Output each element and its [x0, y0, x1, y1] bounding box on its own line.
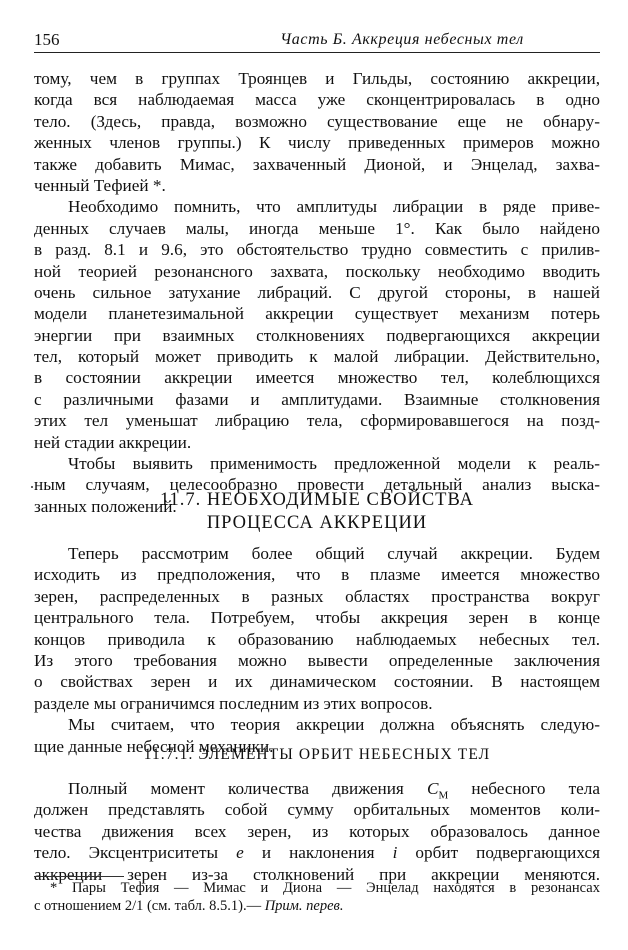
- text-line: исходить из предположения, что в плазме имеется множество: [34, 565, 600, 585]
- text-line: центрального тела. Потребуем, чтобы аккреция зерен в конце: [34, 608, 600, 628]
- text-line: щие данные небесной механики.: [34, 736, 274, 756]
- text-fragment: орбит подвергающихся: [397, 843, 600, 863]
- text-line: Мы считаем, что теория аккреции должна объяснять следую-: [68, 715, 600, 735]
- section-heading-line: ПРОЦЕССА АККРЕЦИИ: [206, 513, 428, 533]
- page-number: 156: [34, 30, 60, 49]
- page-header: [34, 28, 600, 53]
- text-line: [34, 842, 600, 863]
- text-line: в разд. 8.1 и 9.6, это обстоятельство трудно совместить с прилив-: [34, 240, 600, 260]
- text-line: тому, чем в группах Троянцев и Гильды, состоянию аккреции,: [34, 69, 600, 88]
- paragraph-orbit-elements: [34, 778, 600, 885]
- text-line: энергии при взаимных столкновениях подвергающихся аккреции: [34, 325, 600, 345]
- text-line: модели планетезимальной аккреции существует механизм потерь: [34, 304, 600, 324]
- text-line: тел, который может приводить к малой либрации. Действительно,: [34, 347, 600, 367]
- text-line: занных положений.: [34, 496, 177, 516]
- translator-note: Прим. перев.: [264, 898, 344, 914]
- text-line: чества движения всех зерен, из которых образовалось данное: [34, 821, 600, 841]
- math-symbol: C: [427, 779, 439, 798]
- paragraph-libration: [34, 196, 600, 453]
- section-heading-line: 11.7. НЕОБХОДИМЫЕ СВОЙСТВА: [159, 490, 475, 510]
- text-line: этих тел уменьшат либрацию тела, сформировавшегося на позд-: [34, 411, 600, 431]
- text-line: Теперь рассмотрим более общий случай аккреции. Будем: [68, 544, 600, 563]
- text-fragment: и наклонения: [243, 843, 393, 863]
- text-line: ченный Тефией *.: [34, 175, 166, 195]
- footnote-line: * Пары Тефия — Мимас и Диона — Энцелад находятся в резонансах: [50, 880, 600, 896]
- paragraph-intro: [34, 68, 600, 196]
- text-line: с различными фазами и амплитудами. Взаимные столкновения: [34, 389, 600, 409]
- text-line: ным случаям, целесообразно провести детальный анализ выска-: [34, 475, 600, 495]
- text-line: Необходимо помнить, что амплитуды либрации в ряде приве-: [68, 197, 600, 217]
- text-fragment: небесного тела: [448, 779, 600, 798]
- math-symbol: i: [392, 843, 398, 863]
- text-line: тело. (Здесь, правда, возможно существование еще не обнару-: [34, 111, 600, 131]
- text-block-top: [34, 68, 600, 517]
- text-line: концов приводила к образованию наблюдаемых небесных тел.: [34, 629, 600, 649]
- text-line: зерен, распределенных в разных областях пространства вокруг: [34, 586, 600, 606]
- text-line: денных случаев малы, иногда меньше 1°. Как было найдено: [34, 218, 600, 238]
- text-fragment: с отношением 2/1 (см. табл. 8.5.1).—: [34, 898, 265, 914]
- text-line: должен представлять собой сумму орбитальных моментов коли-: [34, 800, 600, 820]
- footnote: [34, 879, 600, 915]
- text-line: [34, 778, 600, 799]
- running-head: Часть Б. Аккреция небесных тел: [280, 31, 524, 48]
- footnote-divider: [34, 876, 124, 877]
- text-line: когда вся наблюдаемая масса уже сконцентрировалась в одно: [34, 90, 600, 110]
- text-line: о свойствах зерен и их динамическом состоянии. В настоящем: [34, 672, 600, 692]
- paragraph-general-case: [34, 543, 600, 714]
- math-symbol: e: [236, 843, 244, 863]
- text-fragment: Полный момент количества движения: [68, 779, 427, 798]
- text-line: аккреции зерен из-за столкновений при аккреции меняются.: [34, 864, 600, 884]
- text-line: Из этого требования можно вывести определенные заключения: [34, 650, 600, 670]
- text-line: женных членов группы.) К числу приведенных примеров можно: [34, 133, 600, 153]
- text-line: разделе мы ограничимся последним из этих вопросов.: [34, 693, 433, 713]
- text-block-section: [34, 543, 600, 757]
- text-fragment: тело. Эксцентриситеты: [34, 843, 237, 863]
- text-line: в состоянии аккреции имеется множество тел, колеблющихся: [34, 368, 600, 388]
- subsection-heading: 11.7.1. ЭЛЕМЕНТЫ ОРБИТ НЕБЕСНЫХ ТЕЛ: [143, 746, 491, 763]
- text-line: Чтобы выявить применимость предложенной модели к реаль-: [68, 454, 600, 474]
- text-line: ной теорией резонансного захвата, поскольку необходимо вводить: [34, 261, 600, 281]
- text-line: также добавить Мимас, захваченный Дионой, и Энцелад, захва-: [34, 154, 600, 174]
- section-heading: [34, 489, 600, 535]
- text-line: очень сильное затухание либраций. С другой стороны, в нашей: [34, 282, 600, 302]
- math-subscript: M: [438, 789, 449, 800]
- text-line: ней стадии аккреции.: [34, 432, 192, 452]
- print-speck: [31, 486, 33, 488]
- footnote-line: [34, 897, 600, 915]
